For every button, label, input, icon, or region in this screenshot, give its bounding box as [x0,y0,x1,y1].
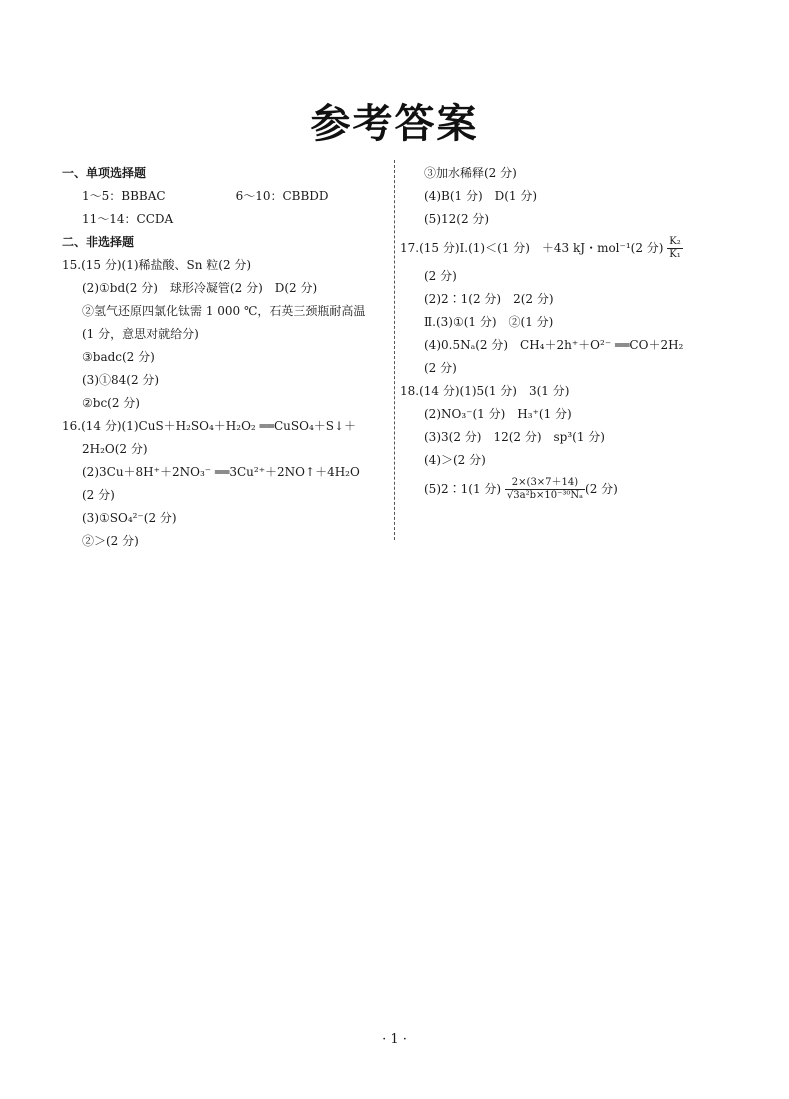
q18-fraction-numerator: 2×(3×7＋14) [505,477,585,490]
section-heading-non-choice: 二、非选择题 [62,235,135,249]
left-column [62,162,392,553]
q17-fraction-numerator: K₂ [669,236,681,247]
column-divider [394,160,395,540]
q15-line-4: (1 分，意思对就给分) [82,327,199,341]
answers-11-14: 11～14：CCDA [82,212,174,226]
q16-line-4: (2 分) [82,488,115,502]
q18-line-5-tail: (2 分) [585,482,618,496]
q16-line-6: ②＞(2 分) [82,534,139,548]
q18-line-1: 18.(14 分)(1)5(1 分) 3(1 分) [400,384,570,398]
q15-line-2: (2)①bd(2 分) 球形冷凝管(2 分) D(2 分) [82,281,318,295]
q15-line-7: ②bc(2 分) [82,396,140,410]
q15-line-5: ③badc(2 分) [82,350,155,364]
q16-line-2: 2H₂O(2 分) [82,442,148,456]
q15-line-6: (3)①84(2 分) [82,373,160,387]
q17-fraction-denominator: K₁ [669,249,681,260]
q15-line-3: ②氢气还原四氯化钛需 1 000 ℃，石英三颈瓶耐高温 [82,304,366,318]
q18-fraction-denominator: √3a²b×10⁻³⁰Nₐ [506,490,584,501]
q18-line-5 [400,472,740,506]
q15-line-1: 15.(15 分)(1)稀盐酸、Sn 粒(2 分) [62,258,252,272]
q17-line-4: Ⅱ.(3)①(1 分) ②(1 分) [424,315,554,329]
q16-cont-line-2: (4)B(1 分) D(1 分) [424,189,538,203]
q17-line-1-text: 17.(15 分)Ⅰ.(1)＜(1 分) ＋43 kJ・mol⁻¹(2 分) [400,241,664,255]
q17-line-1 [400,231,740,265]
q16-cont-line-3: (5)12(2 分) [424,212,490,226]
q17-line-5: (4)0.5Nₐ(2 分) CH₄＋2h⁺＋O²⁻ ══CO＋2H₂ [424,338,684,352]
q17-line-6: (2 分) [424,361,457,375]
q17-line-2: (2 分) [424,269,457,283]
q17-fraction [667,236,682,261]
q16-line-3: (2)3Cu＋8H⁺＋2NO₃⁻ ══3Cu²⁺＋2NO↑＋4H₂O [82,465,360,479]
q18-line-2: (2)NO₃⁻(1 分) H₃⁺(1 分) [424,407,572,421]
q16-cont-line-1: ③加水稀释(2 分) [424,166,517,180]
q17-line-3: (2)2∶1(2 分) 2(2 分) [424,292,554,306]
answer-row-1 [62,185,392,208]
section-heading-single-choice: 一、单项选择题 [62,166,147,180]
q18-line-4: (4)＞(2 分) [424,453,486,467]
q16-line-5: (3)①SO₄²⁻(2 分) [82,511,177,525]
q18-line-5-text: (5)2∶1(1 分) [424,482,502,496]
q18-fraction [505,477,585,502]
q16-line-1: 16.(14 分)(1)CuS＋H₂SO₄＋H₂O₂ ══CuSO₄＋S↓＋ [62,419,357,433]
q18-line-3: (3)3(2 分) 12(2 分) sp³(1 分) [424,430,605,444]
page-number: · 1 · [382,1032,407,1047]
right-column [400,162,740,506]
page-title: 参考答案 [310,101,479,147]
answers-1-5: 1～5：BBBAC [82,189,166,203]
answers-6-10: 6～10：CBBDD [235,189,329,203]
